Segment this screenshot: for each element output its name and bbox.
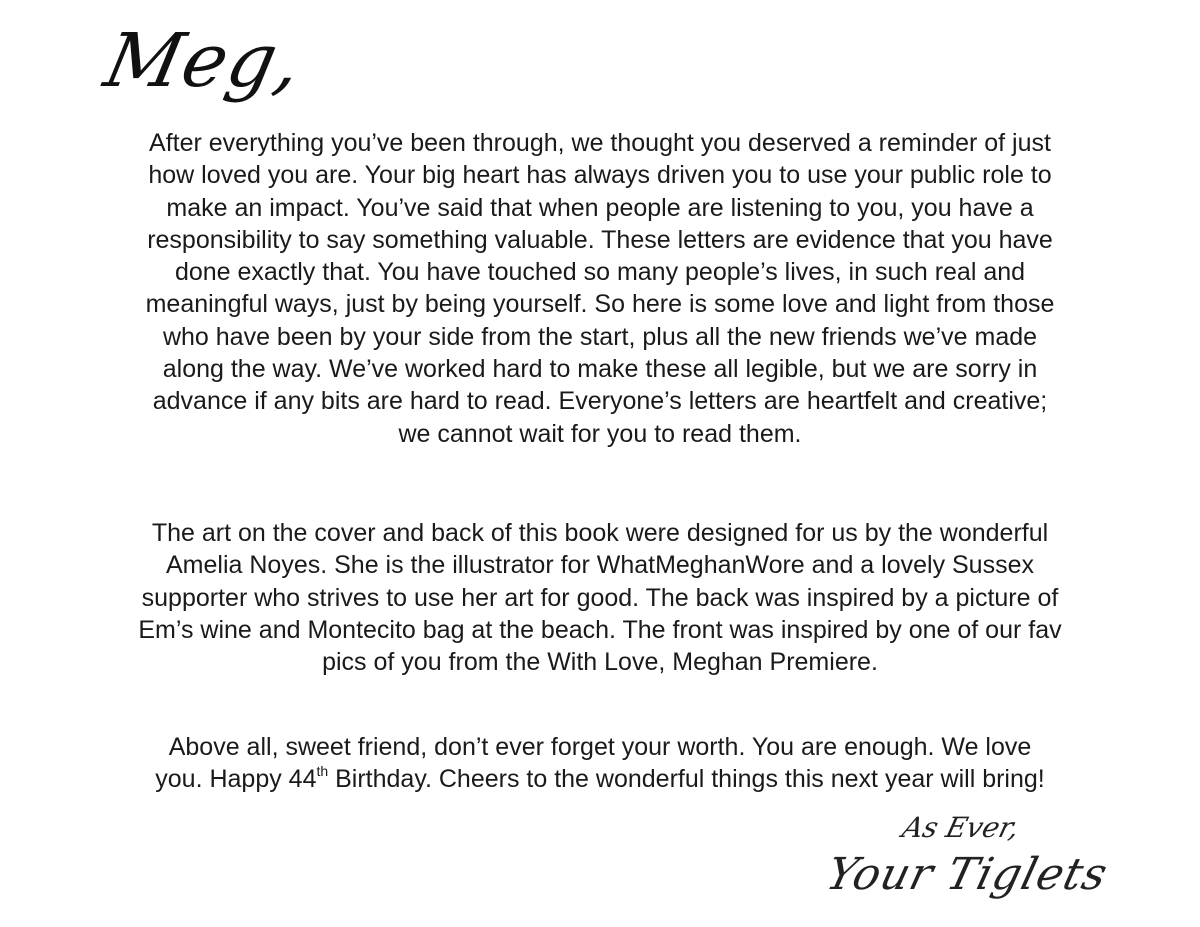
signature: Your Tiglets: [821, 849, 1113, 900]
salutation: Meg,: [97, 18, 311, 104]
paragraph-closing: [40, 731, 1160, 796]
paragraph-line: [40, 763, 1160, 795]
paragraph-line: done exactly that. You have touched so many people’s lives, in such real and: [174, 258, 1026, 287]
paragraph-line: make an impact. You’ve said that when people are listening to you, you have a: [166, 193, 1034, 222]
paragraph-line: who have been by your side from the start, plus all the new friends we’ve made: [162, 322, 1038, 351]
paragraph-line: how loved you are. Your big heart has always driven you to use your public role to: [148, 161, 1052, 190]
paragraph-line: Above all, sweet friend, don’t ever forget your worth. You are enough. We love: [168, 733, 1032, 761]
signoff-line: As Ever,: [898, 811, 1023, 844]
paragraph-line: After everything you’ve been through, we thought you deserved a reminder of just: [149, 129, 1051, 157]
paragraph-line: supporter who strives to use her art for good. The back was inspired by a picture of: [141, 583, 1059, 612]
closing-text-start: you. Happy 44: [155, 765, 317, 794]
paragraph-line: advance if any bits are hard to read. Everyone’s letters are heartfelt and creative;: [152, 387, 1048, 416]
paragraph-line: Em’s wine and Montecito bag at the beach. The front was inspired by one of our fav: [138, 615, 1062, 644]
ordinal-suffix: th: [316, 762, 329, 779]
closing-text-end: Birthday. Cheers to the wonderful things this next year will bring!: [328, 765, 1045, 794]
paragraph-line: The art on the cover and back of this book were designed for us by the wonderful: [151, 519, 1049, 547]
paragraph-line: we cannot wait for you to read them.: [398, 419, 802, 448]
paragraph-line: responsibility to say something valuable. These letters are evidence that you have: [147, 225, 1053, 254]
paragraph-line: Amelia Noyes. She is the illustrator for WhatMeghanWore and a lovely Sussex: [166, 551, 1034, 580]
paragraph-art-credit: [40, 517, 1160, 678]
paragraph-line: along the way. We’ve worked hard to make these all legible, but we are sorry in: [162, 355, 1038, 384]
paragraph-line: pics of you from the With Love, Meghan Premiere.: [322, 648, 878, 677]
paragraph-intro: [40, 127, 1160, 450]
paragraph-line: meaningful ways, just by being yourself. So here is some love and light from those: [145, 290, 1055, 319]
